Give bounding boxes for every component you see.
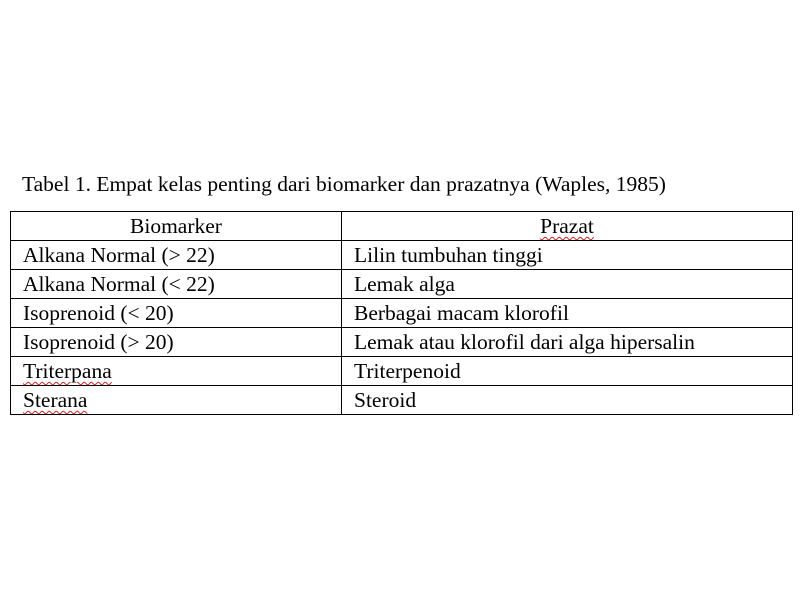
- table-caption: Tabel 1. Empat kelas penting dari biomarker dan prazatnya (Waples, 1985): [22, 172, 666, 196]
- cell-biomarker-text: Sterana: [23, 388, 88, 412]
- table-row: [11, 328, 793, 357]
- table-row: [11, 299, 793, 328]
- cell-prazat: Triterpenoid: [342, 357, 793, 386]
- table-row: [11, 386, 793, 415]
- cell-prazat: Lemak alga: [342, 270, 793, 299]
- cell-biomarker: [11, 357, 342, 386]
- header-prazat: [342, 212, 793, 241]
- cell-prazat: Lemak atau klorofil dari alga hipersalin: [342, 328, 793, 357]
- cell-biomarker: Isoprenoid (> 20): [11, 328, 342, 357]
- table-row: [11, 270, 793, 299]
- cell-prazat-text: Lilin tumbuhan tinggi: [354, 243, 543, 267]
- header-prazat-label: Prazat: [540, 214, 594, 238]
- cell-biomarker: [11, 386, 342, 415]
- table-header-row: [11, 212, 793, 241]
- cell-prazat: [342, 241, 793, 270]
- cell-biomarker: Isoprenoid (< 20): [11, 299, 342, 328]
- cell-biomarker-text: Triterpana: [23, 359, 112, 383]
- cell-prazat: Berbagai macam klorofil: [342, 299, 793, 328]
- biomarker-table: [10, 211, 793, 415]
- table-row: [11, 241, 793, 270]
- table-row: [11, 357, 793, 386]
- header-biomarker: Biomarker: [11, 212, 342, 241]
- cell-prazat: Steroid: [342, 386, 793, 415]
- cell-biomarker: Alkana Normal (> 22): [11, 241, 342, 270]
- cell-biomarker: Alkana Normal (< 22): [11, 270, 342, 299]
